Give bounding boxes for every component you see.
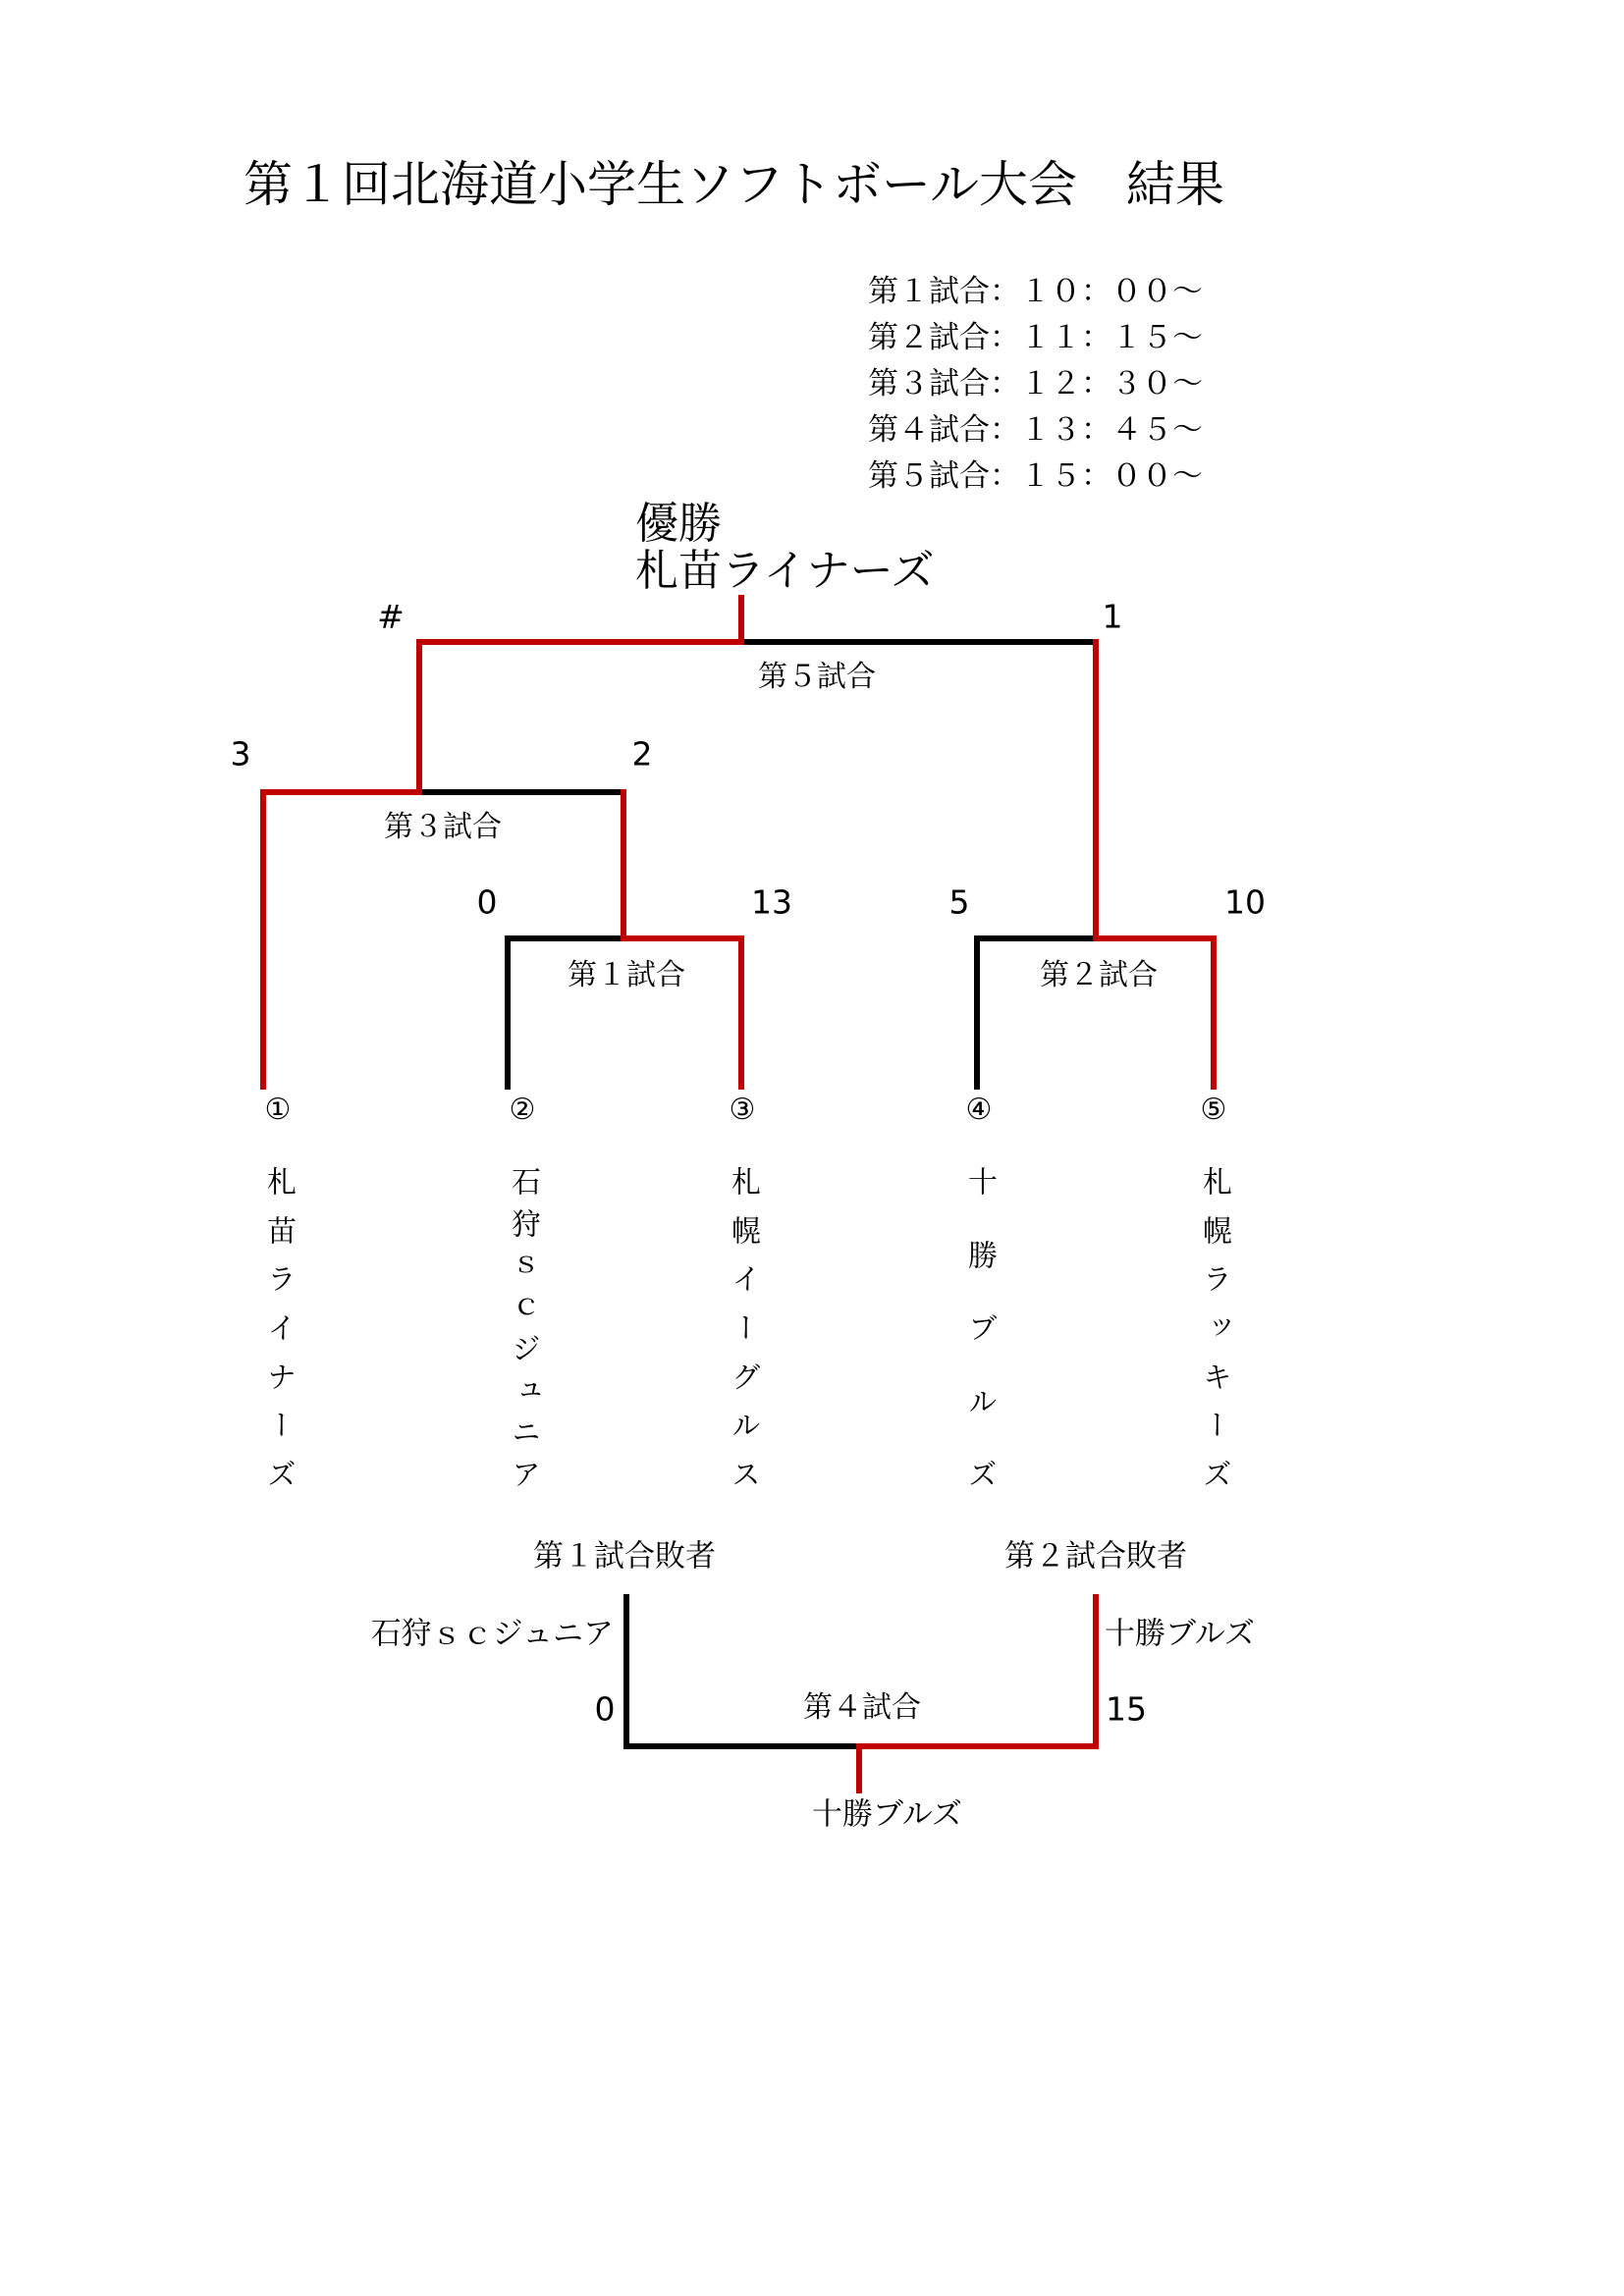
champion-label: 優勝 bbox=[635, 499, 722, 549]
team-name-char: ｓ bbox=[506, 1250, 540, 1280]
team-name-char: ア bbox=[506, 1458, 540, 1488]
team-seed: ① bbox=[264, 1093, 292, 1127]
team-name bbox=[258, 1166, 298, 1488]
team-name-char: ズ bbox=[1197, 1458, 1231, 1488]
schedule-item-game3: 第３試合：１２：３０～ bbox=[868, 366, 1203, 401]
schedule-item-game4: 第４試合：１３：４５～ bbox=[868, 412, 1203, 448]
team-name-char: ッ bbox=[1197, 1311, 1231, 1342]
team-name-char: 十 bbox=[962, 1166, 997, 1196]
game4-score-left: 0 bbox=[594, 1689, 616, 1729]
team-name-char: 札 bbox=[261, 1166, 296, 1196]
team-name bbox=[1194, 1166, 1233, 1488]
game4-right-source: 第２試合敗者 bbox=[1004, 1538, 1187, 1575]
team-name-char: イ bbox=[261, 1311, 296, 1342]
game4-winner: 十勝ブルズ bbox=[812, 1796, 962, 1833]
team-name-char: ナ bbox=[261, 1361, 296, 1391]
team-name-char: ラ bbox=[1197, 1263, 1231, 1294]
team-name-char: ジ bbox=[506, 1333, 540, 1363]
game5-label: 第５試合 bbox=[758, 660, 876, 694]
schedule-item-game5: 第５試合：１５：００～ bbox=[868, 458, 1203, 494]
game2-label: 第２試合 bbox=[1040, 958, 1158, 992]
team-name-char: 札 bbox=[1197, 1166, 1231, 1196]
team-name bbox=[959, 1166, 999, 1488]
game3-score-left: 3 bbox=[230, 734, 251, 774]
game4-left-source: 第１試合敗者 bbox=[533, 1538, 716, 1575]
game4-label: 第４試合 bbox=[803, 1690, 921, 1725]
game3-label: 第３試合 bbox=[384, 810, 502, 844]
team-name-char: ニ bbox=[506, 1416, 540, 1447]
game3-score-right: 2 bbox=[631, 734, 653, 774]
game4-right-team: 十勝ブルズ bbox=[1105, 1616, 1255, 1652]
game4-score-right: 15 bbox=[1106, 1689, 1147, 1729]
team-name-char: 石 bbox=[506, 1166, 540, 1196]
team-seed: ③ bbox=[729, 1093, 756, 1127]
game2-score-left: 5 bbox=[948, 882, 970, 922]
team-name-char: ｃ bbox=[506, 1291, 540, 1321]
team-name-char: 幌 bbox=[1197, 1214, 1231, 1245]
team-name-char: ー bbox=[261, 1410, 296, 1440]
team-name-char: グ bbox=[726, 1361, 760, 1391]
team-name-char: 勝 bbox=[962, 1239, 997, 1269]
champion-team: 札苗ライナーズ bbox=[635, 546, 935, 596]
team-name-char: 狩 bbox=[506, 1207, 540, 1238]
team-name-char: ラ bbox=[261, 1263, 296, 1294]
team-name-char: 幌 bbox=[726, 1214, 760, 1245]
team-name-char: ュ bbox=[506, 1374, 540, 1405]
team-name-char: キ bbox=[1197, 1361, 1231, 1391]
team-name-char: 札 bbox=[726, 1166, 760, 1196]
schedule-item-game1: 第１試合：１０：００～ bbox=[868, 274, 1203, 309]
schedule-item-game2: 第２試合：１１：１５～ bbox=[868, 320, 1203, 355]
team-name-char: ブ bbox=[962, 1312, 997, 1342]
team-name-char: ス bbox=[726, 1458, 760, 1488]
game4-left-team: 石狩ｓｃジュニア bbox=[370, 1616, 614, 1652]
team-seed: ④ bbox=[965, 1093, 993, 1127]
team-name-char: 苗 bbox=[261, 1214, 296, 1245]
team-name-char: ー bbox=[726, 1311, 760, 1342]
game1-label: 第１試合 bbox=[568, 958, 685, 992]
team-name-char: ル bbox=[726, 1410, 760, 1440]
team-name-char: ズ bbox=[962, 1459, 997, 1488]
game1-score-right: 13 bbox=[751, 882, 792, 922]
team-seed: ⑤ bbox=[1200, 1093, 1227, 1127]
team-name-char: イ bbox=[726, 1263, 760, 1294]
game2-score-right: 10 bbox=[1224, 882, 1266, 922]
game5-score-right: 1 bbox=[1102, 597, 1123, 636]
team-name bbox=[723, 1166, 762, 1488]
page-title: 第１回北海道小学生ソフトボール大会 結果 bbox=[244, 156, 1224, 213]
team-name-char: ル bbox=[962, 1385, 997, 1415]
game5-score-left: # bbox=[377, 597, 405, 636]
team-name-char: ー bbox=[1197, 1410, 1231, 1440]
team-name-char: ズ bbox=[261, 1458, 296, 1488]
game1-score-left: 0 bbox=[476, 882, 498, 922]
team-seed: ② bbox=[509, 1093, 536, 1127]
team-name bbox=[503, 1166, 542, 1488]
